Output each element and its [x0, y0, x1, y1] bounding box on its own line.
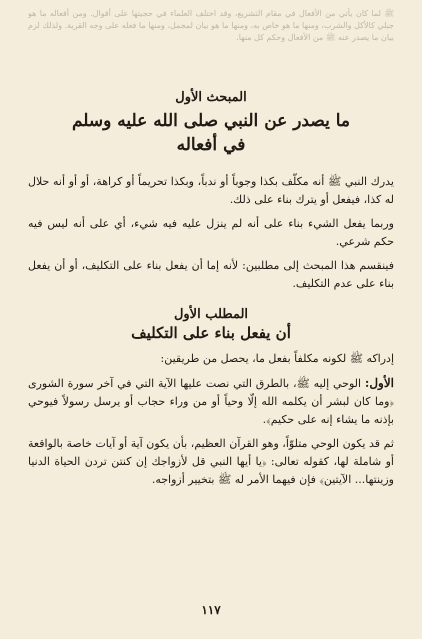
paragraph: ثم قد يكون الوحي متلوّاً، وهو القرآن العظيم، بأن يكون آية أو آيات خاصة بالواقعة أو شاملة لها، كقوله تعالى: ﴿يا أيها النبي قل لأزواجك إن كنتن تردن الحياة الدنيا وزينتها... الآيتين﴾ فإن فيهما الأمر له ﷺ بتخيير أزواجه. [28, 437, 394, 486]
subsection-label: المطلب الأول [173, 307, 249, 322]
paragraph: يدرك النبي ﷺ أنه مكلّف بكذا وجوباً أو ندباً، وبكذا تحريماً أو كراهة، أو أو أنه حلال له كذا، فيفعل أو يترك بناء على ذلك. [28, 175, 394, 206]
paragraph: فينقسم هذا المبحث إلى مطلبين: لأنه إما أن يفعل بناء على التكليف، أو أن يفعل بناء على عدم التكليف. [28, 259, 394, 290]
chapter-title [28, 109, 394, 157]
section-label: المبحث الأول [175, 90, 247, 105]
first-way-label: الأول: [364, 376, 395, 390]
bleed-through-text: ﷺ لما كان يأتي من الأفعال في مقام التشريع، وقد اختلف العلماء في حجيتها على أقوال. ومن أفعاله ما هو جبلي كالأكل والشرب، ومنها ما هو خاص به، ومنها ما هو بيان لمجمل، ومنها ما فعله على وجه القربة. ولذلك لزم بيان ما يصدر عنه ﷺ من الأفعال وحكم كل منها. [28, 9, 394, 42]
page-number: ١١٧ [201, 603, 221, 617]
chapter-title-line2: في أفعاله [176, 135, 246, 155]
subsection-title: أن يفعل بناء على التكليف [131, 324, 291, 342]
chapter-title-line1: ما يصدر عن النبي صلى الله عليه وسلم [71, 111, 351, 131]
subsection-intro: إدراكه ﷺ لكونه مكلفاً بفعل ما، يحصل من طريقين: [160, 352, 394, 365]
paragraph: وربما يفعل الشيء بناء على أنه لم ينزل عليه فيه شيء، أي على أنه ليس فيه حكم شرعي. [28, 217, 394, 248]
first-way-text: الوحي إليه ﷺ، بالطرق التي نصت عليها الآية التي في آخر سورة الشورى ﴿وما كان لبشر أن يكلمه الله إلّا وحياً أو من وراء حجاب أو يرسل رسولاً فيوحي بإذنه ما يشاء إنه على حكيم﴾. [28, 377, 394, 426]
first-way-paragraph [28, 374, 394, 429]
